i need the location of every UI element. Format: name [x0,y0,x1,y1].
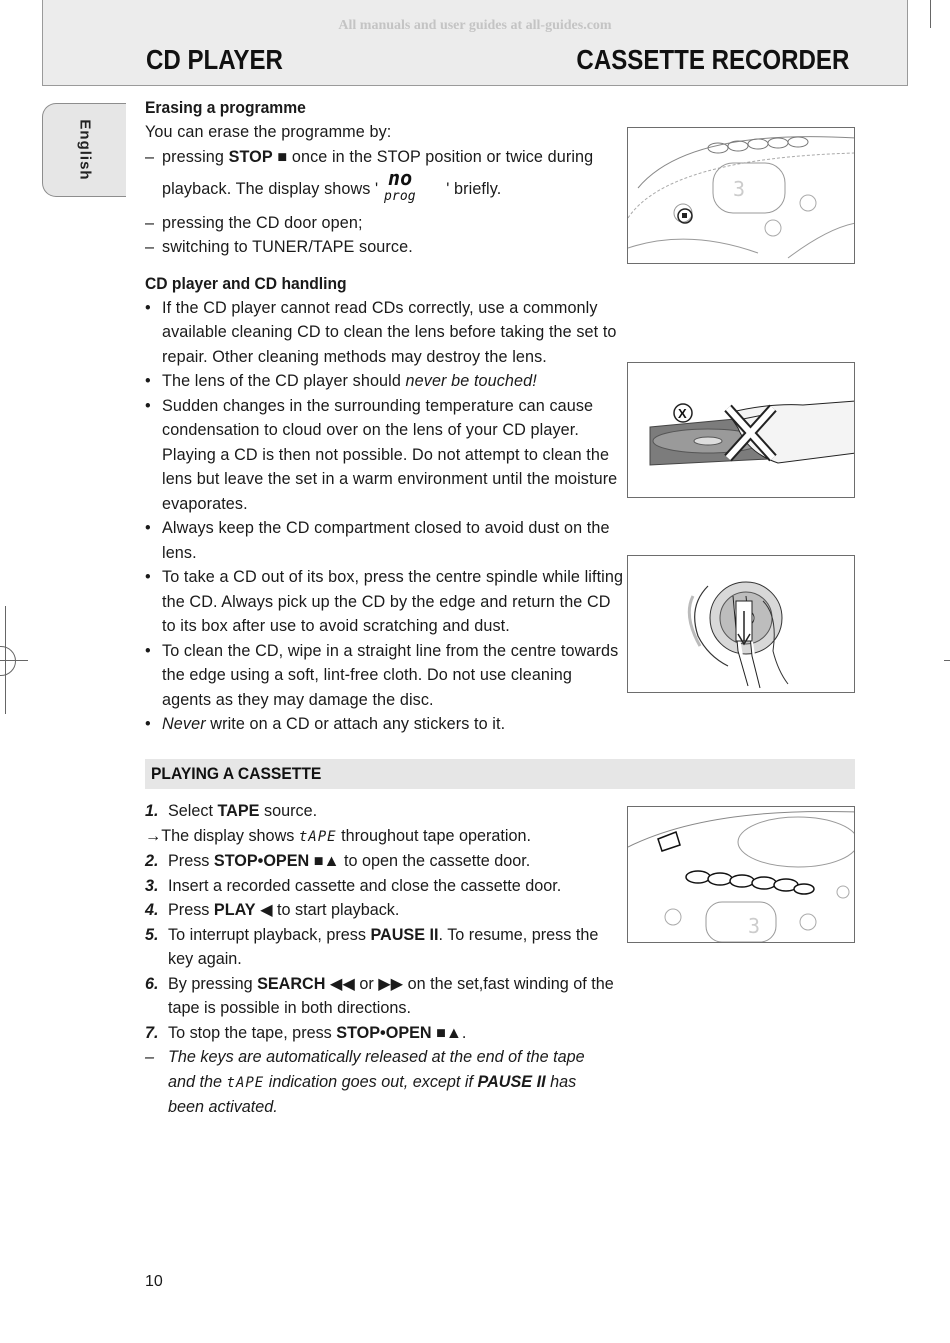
page-number: 10 [145,1273,163,1290]
stop-eject-symbol: ■▲ [309,852,340,870]
step-note: – The keys are automatically released at the end of the tape and the tAPE indication goes out, except if PAUSE II has been activated. [145,1048,585,1116]
tape-display-text: tAPE [298,828,337,845]
handling-bullet-5: • To take a CD out of its box, press the centre spindle while lifting the CD. Always pick up the CD by the edge and return the CD to its box after use to avoid scratching and dust. [145,568,624,635]
erasing-heading: Erasing a programme [145,98,306,117]
handling-bullet-6: • To clean the CD, wipe in a straight line from the centre towards the edge using a soft, lint-free cloth. Do not use cleaning agents as they may damage the disc. [145,641,619,709]
crop-mark-right [944,660,950,661]
handling-heading: CD player and CD handling [145,273,347,293]
step-7: 7. To stop the tape, press STOP•OPEN ■▲. [145,1023,467,1042]
page-header [42,0,908,86]
arrow-right-icon: → [145,826,162,845]
watermark: All manuals and user guides at all-guides.com [338,18,612,33]
step-5: 5. To interrupt playback, press PAUSE II. To resume, press the key again. [145,925,599,968]
tape-display-text: tAPE [226,1074,265,1091]
section-title: PLAYING A CASSETTE [151,764,322,783]
cassette-steps [145,799,615,1120]
erasing-intro: You can erase the programme by: [145,123,392,141]
main-content [145,96,625,737]
language-label: English [76,119,93,181]
svg-text:3: 3 [748,914,761,938]
handling-bullet-4: • Always keep the CD compartment closed to avoid dust on the lens. [145,519,610,562]
cassette-recorder-illustration [627,806,855,943]
pause-symbol: II [532,1072,546,1091]
stop-eject-symbol: ■▲ [431,1023,462,1042]
step-6: 6. By pressing SEARCH ◀◀ or ▶▶ on the set,fast winding of the tape is possible in both directions. [145,974,614,1017]
playing-cassette-section-bar [145,759,855,789]
play-symbol: ◀ [255,901,273,919]
svg-text:no: no [388,169,413,190]
step-1-result: →The display shows tAPE throughout tape operation. [145,826,531,845]
stop-symbol: ■ [277,147,288,166]
fast-forward-symbol: ▶▶ [378,974,404,993]
erasing-item-3: – switching to TUNER/TAPE source. [145,238,413,256]
svg-text:prog: prog [384,189,416,203]
handling-bullet-2: • The lens of the CD player should never be touched! [145,372,537,390]
cd-handling-illustration [627,555,855,693]
handling-bullet-3: • Sudden changes in the surrounding temperature can cause condensation to cloud over on the lens of your CD player. Playing a CD is then not possible. Do not attempt to clean the lens but leave the set in a warm environment until the moisture evaporates. [145,396,618,513]
handling-bullet-7: • Never write on a CD or attach any stickers to it. [145,715,506,733]
erasing-item-2: – pressing the CD door open; [145,213,363,232]
step-1: 1. Select TAPE source. [145,802,318,820]
header-title-left: CD PLAYER [146,44,283,75]
rewind-symbol: ◀◀ [325,974,355,993]
step-2: 2. Press STOP•OPEN ■▲ to open the cassette door. [145,852,531,870]
step-4: 4. Press PLAY ◀ to start playback. [145,901,400,919]
crop-mark-circle [0,646,16,676]
handling-bullet-1: • If the CD player cannot read CDs correctly, use a commonly available cleaning CD to clean the lens before taking the set to repair. Other cleaning methods may destroy the lens. [145,298,617,366]
header-title-right: CASSETTE RECORDER [576,44,849,75]
lens-no-touch-illustration [627,362,855,498]
step-3: 3. Insert a recorded cassette and close the cassette door. [145,876,562,895]
no-prog-display-icon [382,169,442,211]
language-tab [42,103,126,197]
erasing-item-1: – pressing STOP ■ once in the STOP position or twice during playback. The display shows ' no prog ' briefly. [145,145,625,211]
cd-player-stop-illustration [627,127,855,264]
crop-mark-top-right [930,0,931,28]
pause-symbol: II [425,925,439,944]
svg-text:3: 3 [733,177,746,201]
svg-text:X: X [678,406,687,421]
